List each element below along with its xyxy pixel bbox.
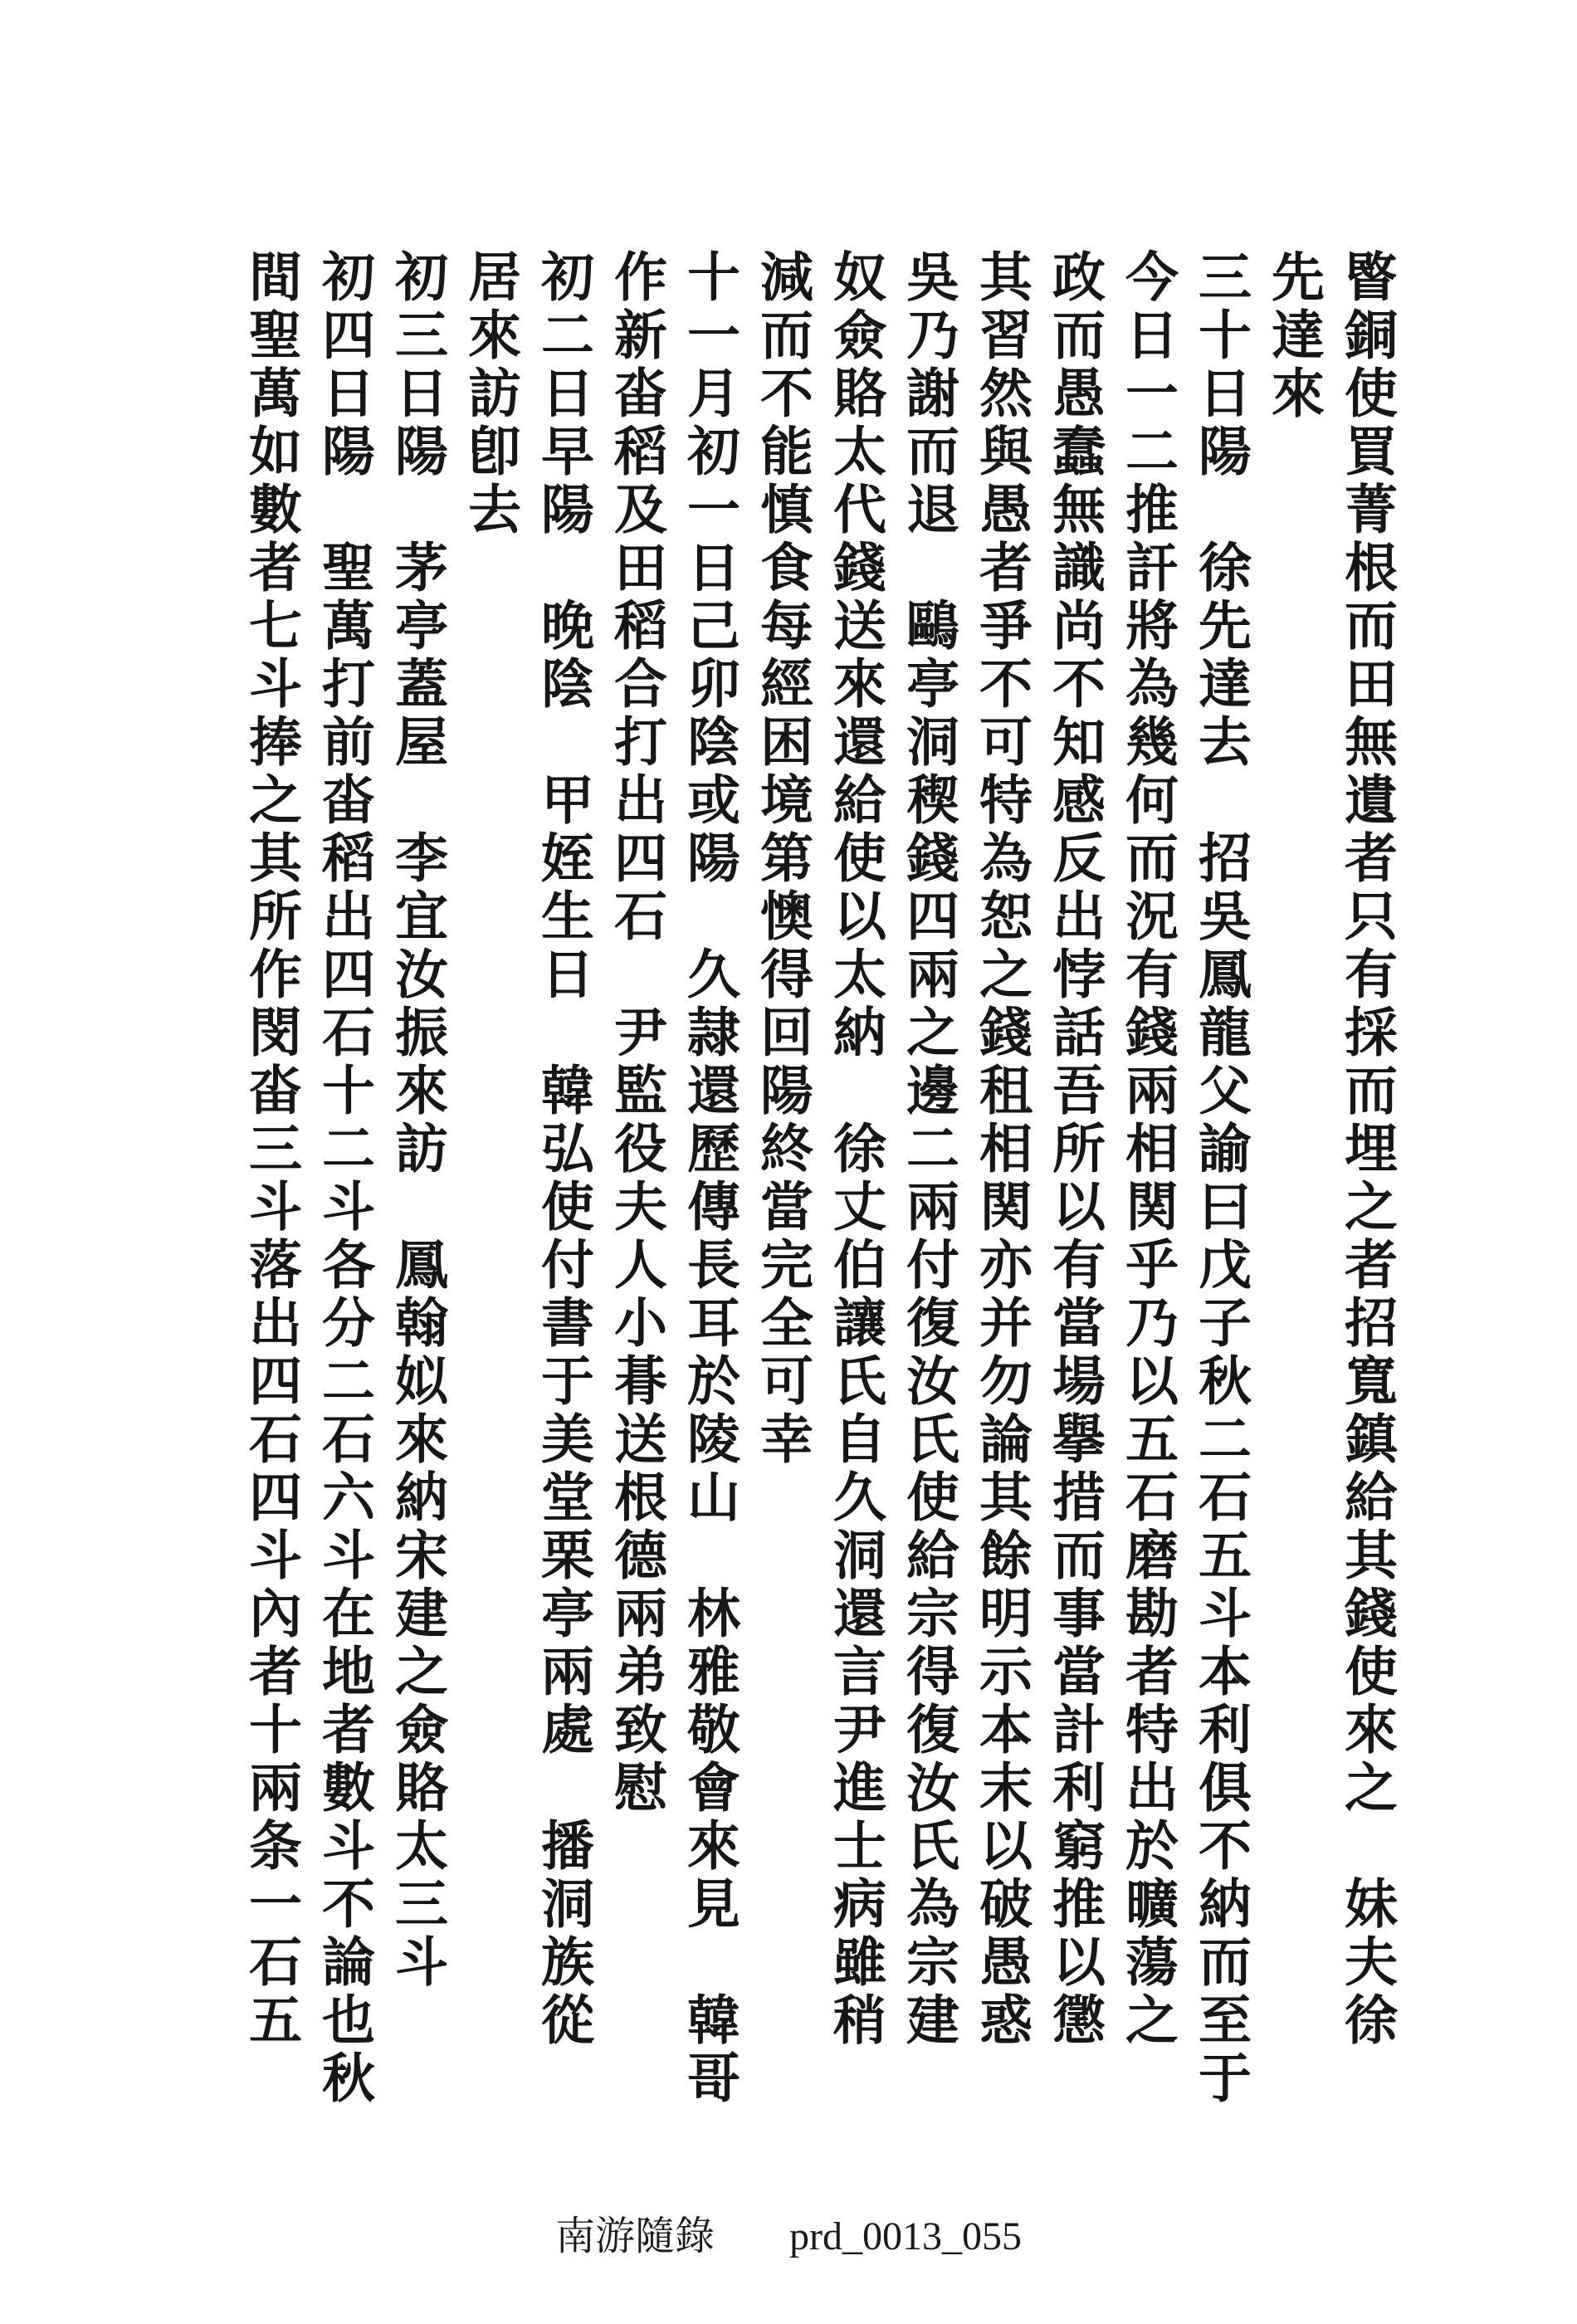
page-identifier: prd_0013_055	[789, 2214, 1022, 2258]
text-column: 政而愚蠢無識尚不知感反出悖話吾所以有當場擧措而事當計利窮推以懲	[1043, 249, 1106, 2050]
text-column: 作新畓稻及田稻合打出四石 尹監役夫人小朞送根德兩弟致慰	[605, 249, 667, 1818]
text-column: 今日一二推訐將為幾何而況有錢兩相関乎乃以五石磨勘者特出於曠蕩之	[1116, 249, 1179, 2050]
text-column: 初三日陽 茅亭蓋屋 李宜汝振來訪 鳳翰姒來納宋建之僉賂太三斗	[386, 249, 448, 1992]
text-column: 奴僉賂太代錢送來還給使以太納 徐丈伯讓氏自久洞還言尹進士病雖稍	[824, 249, 886, 2050]
page-footer	[0, 2204, 1577, 2261]
text-column: 先達來	[1262, 249, 1325, 423]
text-column: 吳乃謝而退 鷗亭洞稧錢四兩之邊二兩付復汝氏使給宗得復汝氏為宗建	[897, 249, 959, 2050]
text-column: 居來訪卽去	[459, 249, 521, 540]
manuscript-text	[158, 249, 1403, 2108]
text-column: 三十日陽 徐先達去 招吳鳳龍父諭曰戊子秋二石五斗本利俱不納而至于	[1189, 249, 1252, 2108]
text-column: 十一月初一日己卯陰或陽 久隷還歷傳長耳於陵山 林雅敬會來見 韓哥	[678, 249, 740, 2108]
text-column: 初四日陽 聖萬打前畓稻出四石十二斗各分二石六斗在地者數斗不論也秋	[313, 249, 375, 2108]
text-column: 其習然與愚者爭不可特為恕之錢租相関亦并勿論其餘明示本末以破愚惑	[970, 249, 1033, 2050]
text-column: 減而不能慎食每經困境第懊得回陽終當完全可幸	[751, 249, 813, 1469]
text-column: 間聖萬如數者七斗捧之其所作閔畓三斗落出四石四斗內者十兩条一石五	[240, 249, 302, 2050]
text-column: 初二日早陽 晚陰 甲姪生日 韓弘使付書于美堂栗亭兩處 播洞族從	[532, 249, 594, 2050]
document-title: 南游隨錄	[555, 2214, 715, 2258]
text-column: 睯銅使買菁根而田無遺者只有採而埋之者招寬鎮給其錢使來之 妹夫徐	[1335, 249, 1398, 2050]
